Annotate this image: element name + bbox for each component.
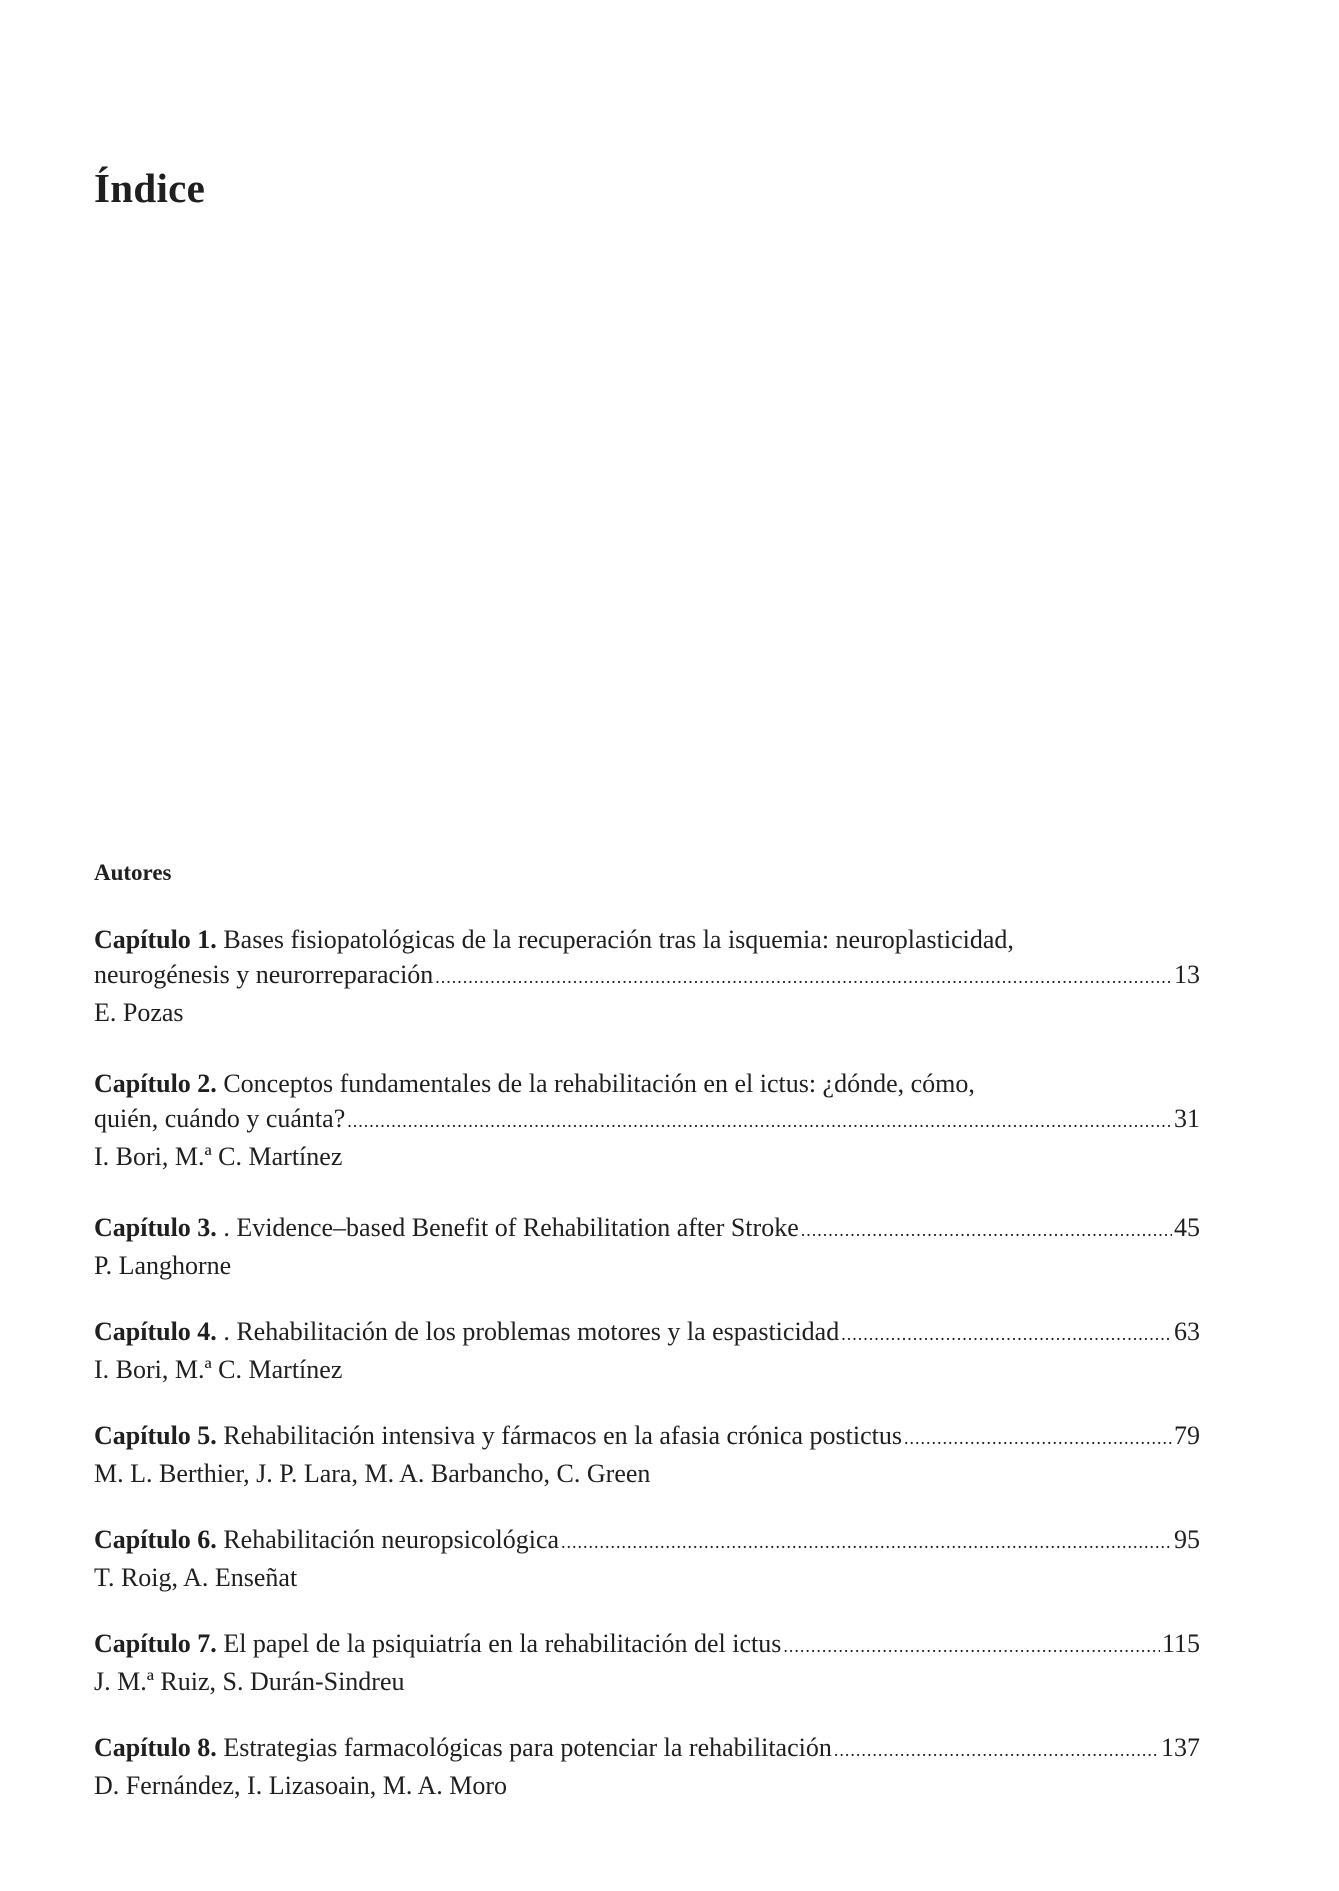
chapter-title: Conceptos fundamentales de la rehabilitación en el ictus: ¿dónde, cómo, (223, 1069, 975, 1098)
toc-title-line-last (94, 1730, 1200, 1768)
chapter-title-end: neurogénesis y neurorreparación (94, 960, 434, 989)
chapter-label: Capítulo 6. (94, 1525, 217, 1554)
page-title: Índice (94, 165, 206, 211)
toc-title-line-last (94, 1522, 1200, 1560)
chapter-authors: D. Fernández, I. Lizasoain, M. A. Moro (94, 1771, 508, 1800)
toc-entry-chapter-1 (94, 922, 1200, 1030)
toc-title-line (94, 922, 1200, 957)
page-number: 45 (1174, 1213, 1200, 1242)
chapter-title-end: Estrategias farmacológicas para potenciar la rehabilitación (223, 1733, 832, 1762)
toc-title-line-last (94, 957, 1200, 995)
chapter-label: Capítulo 7. (94, 1629, 217, 1658)
chapter-authors: J. M.ª Ruiz, S. Durán-Sindreu (94, 1667, 405, 1696)
page-number: 63 (1174, 1317, 1200, 1346)
toc-title-line-last (94, 1210, 1200, 1248)
dot-leader (347, 1104, 1172, 1139)
page-number: 79 (1174, 1421, 1200, 1450)
page-number: 115 (1161, 1629, 1200, 1658)
chapter-title-end: Rehabilitación intensiva y fármacos en la afasia crónica postictus (223, 1421, 902, 1450)
toc-entry-chapter-3 (94, 1210, 1200, 1283)
toc-title-line-last (94, 1101, 1200, 1139)
toc-title-line-last (94, 1418, 1200, 1456)
toc-title-line-last (94, 1314, 1200, 1352)
page-number: 95 (1174, 1525, 1200, 1554)
toc-entry-chapter-6 (94, 1522, 1200, 1595)
page-number: 31 (1174, 1104, 1200, 1133)
authors-heading: Autores (94, 860, 172, 885)
chapter-authors: T. Roig, A. Enseñat (94, 1563, 298, 1592)
toc-title-line-last (94, 1626, 1200, 1664)
chapter-label: Capítulo 1. (94, 925, 217, 954)
page-number: 13 (1174, 960, 1200, 989)
chapter-label: Capítulo 3. (94, 1213, 217, 1242)
dot-leader (834, 1733, 1159, 1768)
chapter-label: Capítulo 2. (94, 1069, 217, 1098)
chapter-label: Capítulo 8. (94, 1733, 217, 1762)
toc-entry-chapter-2 (94, 1066, 1200, 1174)
toc-entry-chapter-4 (94, 1314, 1200, 1387)
chapter-authors: I. Bori, M.ª C. Martínez (94, 1142, 343, 1171)
chapter-authors: E. Pozas (94, 998, 184, 1027)
chapter-label: Capítulo 5. (94, 1421, 217, 1450)
chapter-authors: I. Bori, M.ª C. Martínez (94, 1355, 343, 1384)
toc-entry-chapter-7 (94, 1626, 1200, 1699)
chapter-title-end: Rehabilitación neuropsicológica (223, 1525, 560, 1554)
dot-leader (904, 1421, 1172, 1456)
chapter-authors: P. Langhorne (94, 1251, 232, 1280)
toc-title-line (94, 1066, 1200, 1101)
dot-leader (801, 1213, 1172, 1248)
chapter-label: Capítulo 4. (94, 1317, 217, 1346)
dot-leader (841, 1317, 1172, 1352)
toc-entry-chapter-8 (94, 1730, 1200, 1803)
chapter-title-end: quién, cuándo y cuánta? (94, 1104, 346, 1133)
dot-leader (783, 1629, 1160, 1664)
chapter-title: Bases fisiopatológicas de la recuperación tras la isquemia: neuroplasticidad, (223, 925, 1014, 954)
chapter-authors: M. L. Berthier, J. P. Lara, M. A. Barbancho, C. Green (94, 1459, 651, 1488)
toc-entry-chapter-5 (94, 1418, 1200, 1491)
chapter-title-end: . Evidence–based Benefit of Rehabilitation after Stroke (223, 1213, 799, 1242)
dot-leader (435, 960, 1172, 995)
page-number: 137 (1161, 1733, 1200, 1762)
chapter-title-end: El papel de la psiquiatría en la rehabilitación del ictus (223, 1629, 782, 1658)
chapter-title-end: . Rehabilitación de los problemas motores y la espasticidad (223, 1317, 840, 1346)
dot-leader (561, 1525, 1172, 1560)
